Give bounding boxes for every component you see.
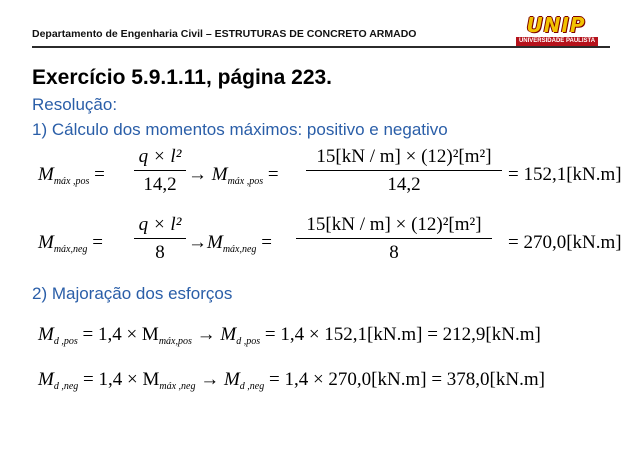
eq2-result: = 270,0[kN.m] bbox=[508, 232, 622, 253]
step1-heading: 1) Cálculo dos momentos máximos: positivo e negativo bbox=[32, 120, 448, 139]
eq3: $M_{d ,pos} = 1,4 \times M_{máx,pos} \to M_{d ,pos} = 1,4 \times 152,1[kN.m] = 212,9[kN.m]$ bbox=[38, 324, 541, 347]
eq1-fraction-2: 15[kN / m] × (12)²[m²] 14,2 bbox=[306, 146, 502, 196]
eq2-lhs: $M_{máx,neg}$ = bbox=[38, 232, 103, 255]
eq2-fraction: q × l² 8 bbox=[134, 214, 186, 264]
eq1-fraction: q × l² 14,2 bbox=[134, 146, 186, 196]
eq2-middle: $\to M_{máx,neg}$ = bbox=[188, 232, 272, 255]
logo-brand: UNIP bbox=[526, 13, 586, 37]
eq1-result: = 152,1[kN.m] bbox=[508, 164, 622, 185]
header-divider bbox=[32, 46, 610, 48]
header-title: Departamento de Engenharia Civil – ESTRUTURAS DE CONCRETO ARMADO bbox=[32, 28, 417, 40]
eq1-middle: → $M_{máx ,pos}$ = bbox=[188, 164, 279, 187]
page-title: Exercício 5.9.1.11, página 223. bbox=[32, 66, 333, 89]
step2-heading: 2) Majoração dos esforços bbox=[32, 284, 233, 303]
resolucao-label: Resolução: bbox=[32, 95, 118, 114]
unip-logo bbox=[510, 14, 602, 44]
eq2-fraction-2: 15[kN / m] × (12)²[m²] 8 bbox=[296, 214, 492, 264]
eq1-lhs: $M_{máx ,pos}$ = bbox=[38, 164, 105, 187]
logo-tagline: UNIVERSIDADE PAULISTA bbox=[516, 37, 598, 46]
eq4: $M_{d ,neg} = 1,4 \times M_{máx ,neg} \to M_{d ,neg} = 1,4 \times 270,0[kN.m] = 378,0[kN.m]$ bbox=[38, 369, 545, 392]
